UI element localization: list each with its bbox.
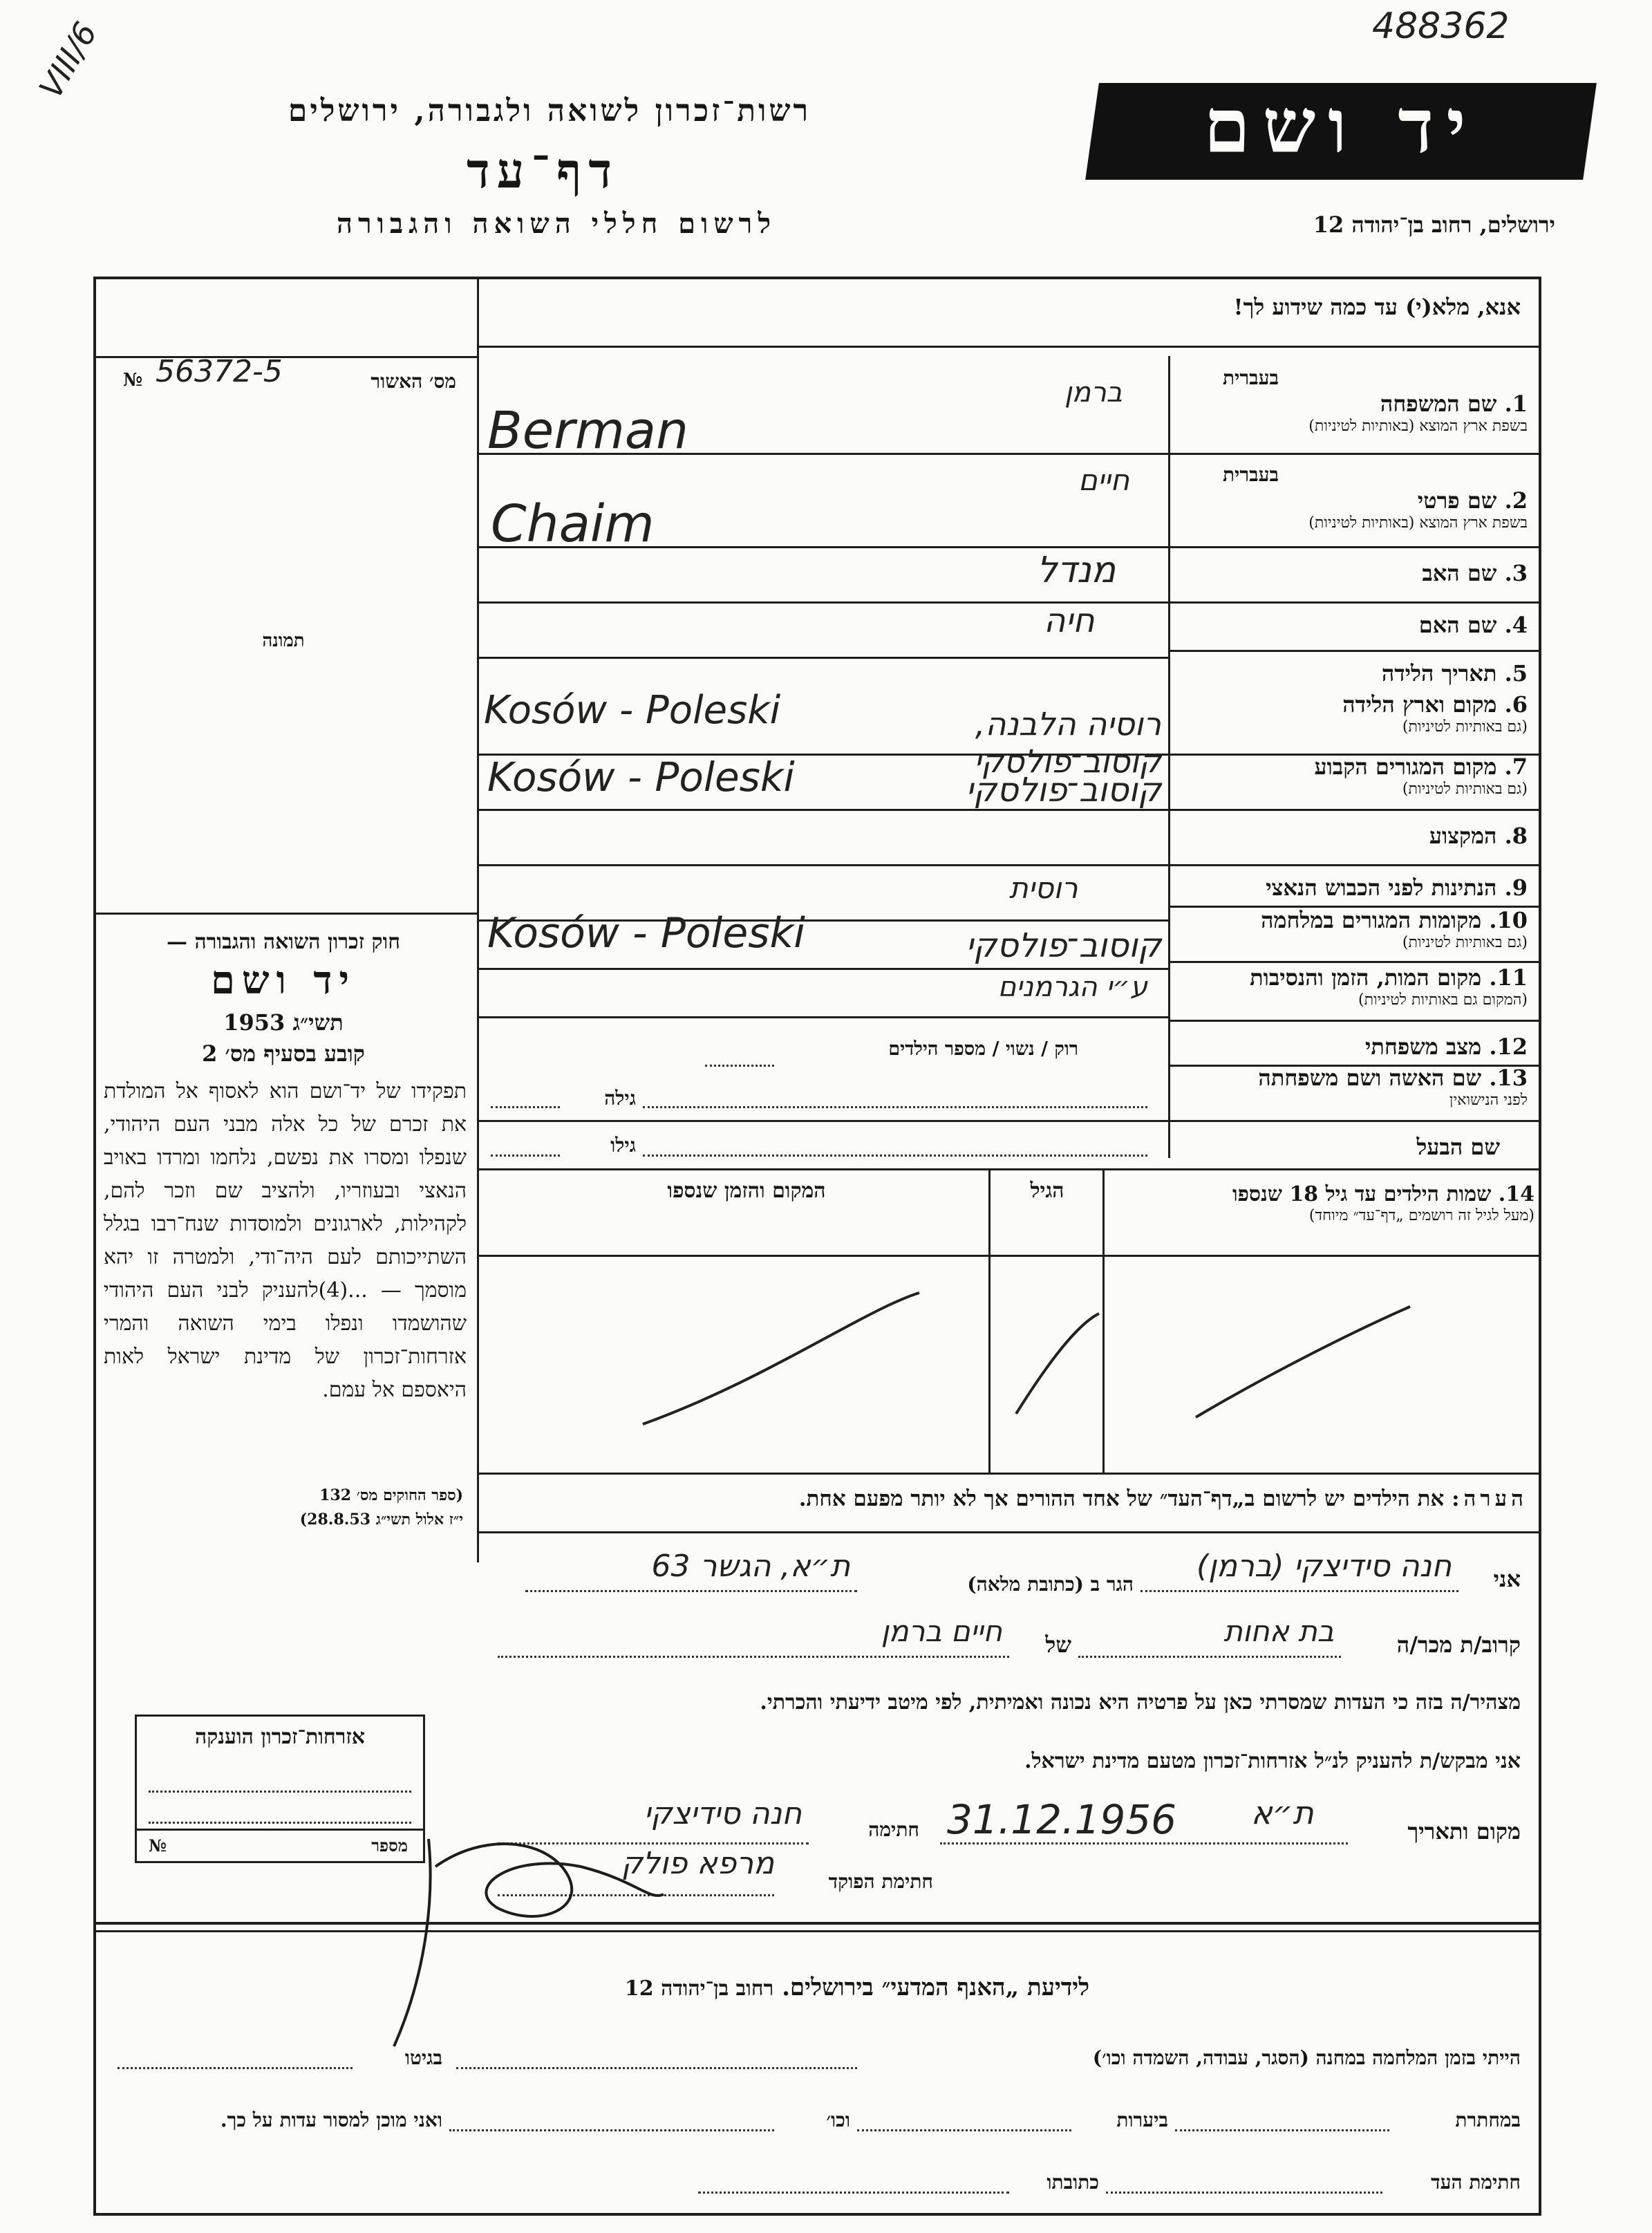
children-strike-lines bbox=[477, 1255, 1541, 1476]
law-year: תשי״ג 1953 bbox=[223, 1009, 344, 1036]
officer-signature: מרפא פולק bbox=[621, 1846, 774, 1881]
corner-note: VIII/6 bbox=[31, 15, 105, 105]
field-7-label bbox=[1175, 754, 1528, 798]
field-6-name: מקום וארץ הלידה bbox=[1342, 691, 1497, 718]
note-text: את הילדים יש לרשום ב„דף־העד״ של אחד ההורים אך לא יותר מפעם אחת. bbox=[798, 1486, 1445, 1511]
law-body: תפקידו של יד־ושם הוא לאסוף אל המולדת את זכרם של כל אלה מבני העם היהודי, שנפלו ומסרו את נפשם, נלחמו ומרדו באויב הנאצי ובעוזריו, ולהציב שם וזכר להם, לקהילות, לארגונים ולמוסדות שנח־רבו בגלל השתייכותם לעם היה־ודי, ולמטרה זו יהא מוסמך — ...(4)להעניק לבני העם היהודי שהושמדו ונפלו בימי השואה והמרי אזרחות־זכרון של מדינת ישראל לאות היאספם אל עמם. bbox=[104, 1079, 467, 1402]
of-name: חיים ברמן bbox=[881, 1614, 1002, 1648]
field-6-num: 6. bbox=[1504, 691, 1528, 718]
residence-latin: Kosów - Poleski bbox=[487, 754, 795, 801]
field-12-label bbox=[1175, 1034, 1528, 1060]
field-10-sub: (גם באותיות לטיניות) bbox=[1402, 934, 1528, 951]
of-label: של bbox=[1045, 1632, 1071, 1658]
marital-options: רוק / נשוי / מספר הילדים bbox=[888, 1038, 1078, 1060]
death-circumstances: ע״י הגרמנים bbox=[997, 971, 1147, 1003]
field-2-name: שם פרטי bbox=[1417, 487, 1497, 514]
etc-label: וכו׳ bbox=[826, 2109, 850, 2131]
field-10-num: 10. bbox=[1489, 907, 1528, 933]
approval-label: מס׳ האשור bbox=[370, 370, 456, 393]
form-subtitle: לרשום חללי השואה והגבורה bbox=[336, 207, 777, 240]
field-9-num: 9. bbox=[1504, 875, 1528, 901]
citizenship-title: אזרחות־זכרון הוענקה bbox=[194, 1725, 366, 1749]
birthplace-latin: Kosów - Poleski bbox=[484, 688, 781, 733]
field-13-label bbox=[1175, 1065, 1528, 1109]
children-label bbox=[1120, 1182, 1534, 1224]
field-9-name: הנתינות לפני הכבוש הנאצי bbox=[1266, 875, 1497, 901]
field-7-num: 7. bbox=[1504, 754, 1528, 780]
declaration-text: מצהיר/ה בזה כי העדות שמסרתי כאן על פרטיה היא נכונה ואמיתית, לפי מיטב ידיעתי והכרתי. bbox=[760, 1690, 1521, 1715]
relative-label: קרוב/ת מכר/ה bbox=[1396, 1632, 1521, 1658]
note-title: הערה: bbox=[1452, 1486, 1528, 1511]
officer-label: חתימת הפוקד bbox=[828, 1870, 933, 1893]
note-row bbox=[484, 1486, 1528, 1511]
field-7-sub: (גם באותיות לטיניות) bbox=[1402, 781, 1528, 798]
approval-no: № bbox=[123, 370, 143, 391]
archive-number: 488362 bbox=[1372, 6, 1510, 47]
field-5-num: 5. bbox=[1504, 660, 1528, 686]
intro-text: אנא, מלא(י) עד כמה שידוע לך! bbox=[1233, 294, 1521, 320]
forests-label: ביערות bbox=[1116, 2109, 1168, 2131]
form-title: דף־עד bbox=[466, 142, 619, 199]
witness-label: חתימת העד bbox=[1431, 2171, 1521, 2194]
date: 31.12.1956 bbox=[947, 1796, 1177, 1843]
children-title: שמות הילדים עד גיל 18 שנספו bbox=[1232, 1182, 1492, 1206]
law-title: חוק זכרון השואה והגבורה — bbox=[167, 930, 400, 954]
wartime-residence-hebrew: קוסוב־פולסקי bbox=[966, 926, 1161, 965]
field-11-name: מקום המות, הזמן והנסיבות bbox=[1250, 964, 1482, 991]
declarant-name: חנה סידיצקי (ברמן) bbox=[1196, 1549, 1452, 1584]
institution-name: רשות־זכרון לשואה ולגבורה, ירושלים bbox=[288, 93, 811, 129]
law-ref: (ספר החוקים מס׳ 132 bbox=[319, 1486, 463, 1504]
field-12-num: 12. bbox=[1489, 1034, 1528, 1060]
approval-value: 56372-5 bbox=[156, 354, 283, 389]
field-2-sub: בשפת ארץ המוצא (באותיות לטיניות) bbox=[1308, 514, 1528, 532]
field-2-hebrew-tag: בעברית bbox=[1222, 463, 1279, 486]
field-2-num: 2. bbox=[1504, 487, 1528, 514]
field-3-num: 3. bbox=[1504, 560, 1528, 586]
bottom-heading bbox=[484, 1974, 1230, 2001]
field-1-label bbox=[1175, 391, 1528, 435]
signature-label: חתימה bbox=[868, 1818, 919, 1841]
ghetto-label: בגיטו bbox=[404, 2046, 442, 2069]
declarant-address: ת״א, הגשר 63 bbox=[651, 1549, 850, 1584]
field-9-label bbox=[1175, 875, 1528, 901]
request-text: אני מבקש/ת להעניק לנ״ל אזרחות־זכרון מטעם מדינת ישראל. bbox=[1024, 1749, 1521, 1773]
nationality: רוסית bbox=[1009, 871, 1078, 905]
law-clause: קובע בסעיף מס׳ 2 bbox=[202, 1040, 365, 1067]
field-11-label bbox=[1175, 964, 1528, 1009]
field-3-label bbox=[1175, 560, 1528, 586]
children-num: 14. bbox=[1498, 1182, 1534, 1206]
field-4-name: שם האם bbox=[1418, 612, 1497, 638]
wife-age-label: גילה bbox=[604, 1087, 636, 1110]
bottom-address: רחוב בן־יהודה 12 bbox=[624, 1977, 774, 2001]
photo-label: תמונה bbox=[262, 630, 305, 651]
field-10-label bbox=[1175, 907, 1528, 951]
bottom-heading-text: לידיעת „האנף המדעי״ בירושלים. bbox=[782, 1974, 1090, 2001]
officer-signature-mark bbox=[387, 1825, 677, 2053]
field-1-sub: בשפת ארץ המוצא (באותיות לטיניות) bbox=[1308, 418, 1528, 435]
field-husband-label: שם הבעל bbox=[1416, 1134, 1500, 1160]
birthplace-hebrew: רוסיה הלבנה, קוסוב־פולסקי bbox=[974, 705, 1161, 780]
field-5-label bbox=[1175, 660, 1528, 686]
field-6-label bbox=[1175, 691, 1528, 736]
field-8-num: 8. bbox=[1504, 823, 1528, 849]
signature: חנה סידיצקי bbox=[644, 1796, 802, 1831]
place: ת״א bbox=[1251, 1794, 1314, 1831]
field-1-name: שם המשפחה bbox=[1380, 391, 1497, 417]
residence-hebrew: קוסוב־פולסקי bbox=[966, 771, 1161, 810]
underground-label: במחתרת bbox=[1455, 2109, 1521, 2131]
firstname-latin: Chaim bbox=[491, 494, 655, 554]
field-13-name: שם האשה ושם משפחתה bbox=[1258, 1065, 1482, 1091]
children-col-age: הגיל bbox=[1030, 1179, 1064, 1203]
field-1-num: 1. bbox=[1504, 391, 1528, 417]
field-12-name: מצב משפחתי bbox=[1365, 1034, 1482, 1060]
field-4-label bbox=[1175, 612, 1528, 638]
relation: בת אחות bbox=[1223, 1614, 1334, 1648]
field-11-num: 11. bbox=[1489, 964, 1528, 991]
mother-name: חיה bbox=[1044, 601, 1095, 640]
surname-hebrew: ברמן bbox=[1064, 377, 1123, 409]
law-ref-date: י״ז אלול תשי״ג 28.8.53) bbox=[299, 1511, 463, 1529]
logo-text: יד ושם bbox=[1203, 83, 1479, 170]
father-name: מנדל bbox=[1037, 550, 1116, 591]
firstname-hebrew: חיים bbox=[1078, 463, 1130, 497]
field-6-sub: (גם באותיות לטיניות) bbox=[1402, 718, 1528, 736]
place-date-label: מקום ותאריך bbox=[1407, 1818, 1521, 1844]
children-sub: (מעל לגיל זה רושמים „דף־עד״ מיוחד) bbox=[1308, 1207, 1534, 1224]
field-13-num: 13. bbox=[1489, 1065, 1528, 1091]
header-address: ירושלים, רחוב בן־יהודה 12 bbox=[1313, 212, 1555, 238]
law-name: יד ושם bbox=[210, 957, 357, 1003]
wartime-residence-latin: Kosów - Poleski bbox=[487, 909, 805, 957]
field-7-name: מקום המגורים הקבוע bbox=[1314, 754, 1497, 780]
resides-label: הגר ב (כתובת מלאה) bbox=[967, 1573, 1134, 1596]
declarant-i: אני bbox=[1493, 1566, 1521, 1592]
field-3-name: שם האב bbox=[1422, 560, 1497, 586]
field-8-label bbox=[1175, 823, 1528, 849]
citizenship-no: № bbox=[149, 1835, 167, 1856]
field-4-num: 4. bbox=[1504, 612, 1528, 638]
field-1-hebrew-tag: בעברית bbox=[1222, 366, 1279, 389]
field-11-sub: (המקום גם באותיות לטיניות) bbox=[1358, 991, 1528, 1009]
citizenship-number: מספר bbox=[371, 1835, 408, 1856]
husband-age-label: גילו bbox=[610, 1134, 636, 1157]
field-2-label bbox=[1175, 487, 1528, 532]
surname-latin: Berman bbox=[487, 401, 689, 460]
ready-label: ואני מוכן למסור עדות על כך. bbox=[220, 2109, 442, 2131]
field-5-name: תאריך הלידה bbox=[1381, 660, 1497, 686]
children-col-place: המקום והזמן שנספו bbox=[667, 1179, 826, 1203]
bottom-line1: הייתי בזמן המלחמה במחנה (הסגר, עבודה, השמדה וכו׳) bbox=[1092, 2046, 1521, 2069]
field-13-sub: לפני הנישואין bbox=[1449, 1092, 1528, 1109]
field-8-name: המקצוע bbox=[1429, 823, 1497, 849]
field-10-name: מקומות המגורים במלחמה bbox=[1261, 907, 1482, 933]
witness-address-label: כתובתו bbox=[1046, 2171, 1099, 2194]
